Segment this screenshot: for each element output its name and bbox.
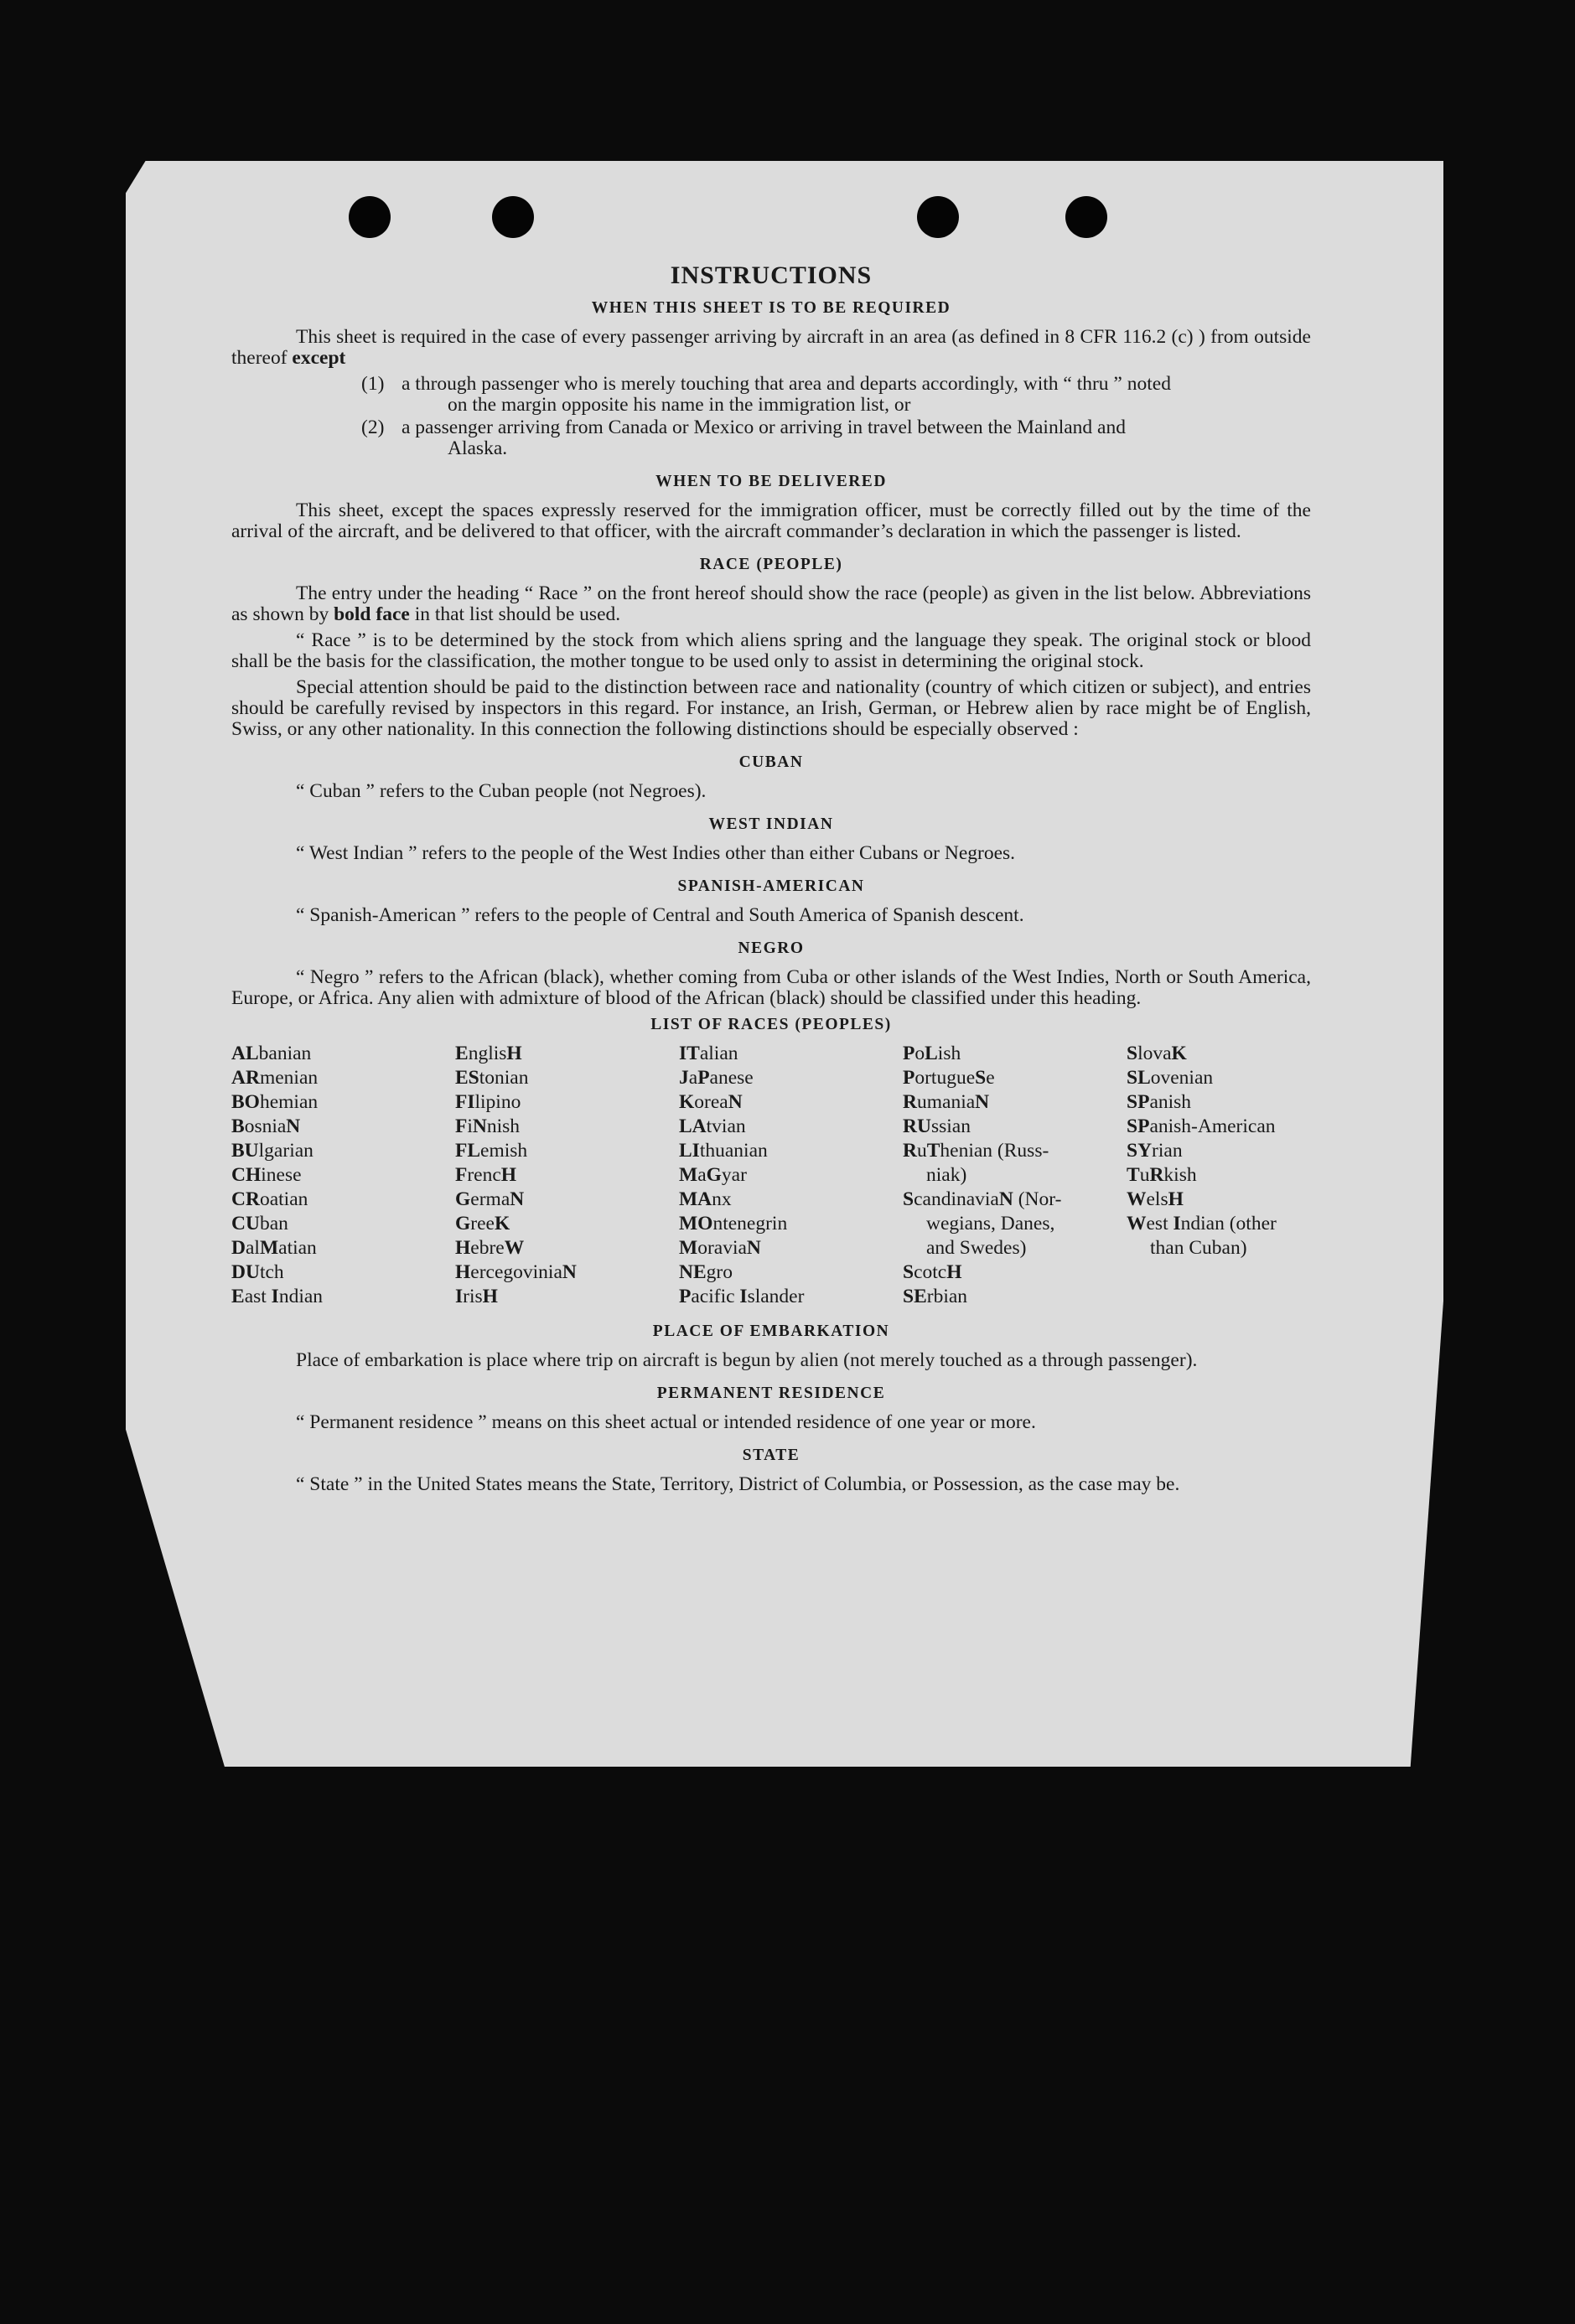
races-column (903, 1042, 1127, 1309)
race-entry: CUban (231, 1213, 288, 1234)
races-column (455, 1042, 679, 1309)
race-paragraph: Special attention should be paid to the distinction between race and nationality (country of which citizen or subject), and entries should be carefully revised by inspectors in this regard. For instance, an Irish, German, or Hebrew alien by race might be of English, Swiss, or any other nationality. In this connection the following distinctions should be especially observed : (231, 676, 1311, 740)
embarkation-paragraph: Place of embarkation is place where trip on aircraft is begun by alien (not merely touched as a through passenger). (296, 1349, 1198, 1371)
race-entry: GermaN (455, 1188, 525, 1210)
race-entry: JaPanese (679, 1067, 754, 1089)
race-entry: SPanish (1127, 1091, 1192, 1113)
race-entry: RumaniaN (903, 1091, 990, 1113)
race-entry: WelsH (1127, 1188, 1184, 1210)
section-heading-delivered: WHEN TO BE DELIVERED (655, 473, 887, 490)
section-heading-embarkation: PLACE OF EMBARKATION (652, 1322, 890, 1340)
instructions-content (231, 261, 1311, 1500)
race-entry: MoraviaN (679, 1237, 761, 1259)
race-entry: BosniaN (231, 1115, 301, 1137)
page-title: INSTRUCTIONS (670, 261, 873, 289)
section-heading-required: WHEN THIS SHEET IS TO BE REQUIRED (591, 299, 951, 317)
race-entry: RuThenian (Russ- (903, 1140, 1049, 1162)
except-item: (1) a through passenger who is merely touching that area and departs accordingly, with “ thru ” noted on the margin opposite his name in the immigration list, or (361, 373, 1171, 416)
race-entry: HebreW (455, 1237, 525, 1259)
section-heading-residence: PERMANENT RESIDENCE (656, 1385, 886, 1402)
race-entry: SErbian (903, 1286, 968, 1307)
races-column (679, 1042, 903, 1309)
race-entry: PortugueSe (903, 1067, 995, 1089)
race-paragraph: The entry under the heading “ Race ” on the front hereof should show the race (people) as given in the list below. Abbreviations as shown by bold face in that list should be used. (231, 582, 1311, 625)
state-paragraph: “ State ” in the United States means the State, Territory, District of Columbia, or Possession, as the case may be. (296, 1473, 1180, 1495)
race-entry: than Cuban) (1150, 1237, 1247, 1259)
races-list (231, 1042, 1311, 1309)
race-entry: LAtvian (679, 1115, 746, 1137)
race-entry: SYrian (1127, 1140, 1183, 1162)
race-entry: SlovaK (1127, 1043, 1187, 1064)
race-entry: SLovenian (1127, 1067, 1214, 1089)
race-entry: GreeK (455, 1213, 510, 1234)
race-entry: MaGyar (679, 1164, 747, 1186)
race-entry: SPanish-American (1127, 1115, 1276, 1137)
race-entry: niak) (926, 1164, 967, 1186)
races-column (1127, 1042, 1311, 1309)
race-entry: CHinese (231, 1164, 302, 1186)
binder-hole (1065, 196, 1107, 238)
binder-hole (349, 196, 391, 238)
delivered-paragraph: This sheet, except the spaces expressly reserved for the immigration officer, must be correctly filled out by the time of the arrival of the aircraft, and be delivered to that officer, with the aircraft commander’s declaration in which the passenger is listed. (231, 499, 1311, 542)
section-heading-spanish-american: SPANISH-AMERICAN (677, 877, 865, 895)
race-entry: NEgro (679, 1261, 733, 1283)
race-entry: PoLish (903, 1043, 961, 1064)
race-entry: IrisH (455, 1286, 498, 1307)
section-heading-race: RACE (PEOPLE) (699, 556, 843, 573)
race-entry: MOntenegrin (679, 1213, 788, 1234)
section-heading-cuban: CUBAN (738, 753, 804, 771)
race-entry: ARmenian (231, 1067, 319, 1089)
section-heading-list-of-races: LIST OF RACES (PEOPLES) (650, 1016, 892, 1033)
race-entry: FLemish (455, 1140, 528, 1162)
race-entry: BOhemian (231, 1091, 319, 1113)
race-entry: RUssian (903, 1115, 971, 1137)
race-entry: MAnx (679, 1188, 732, 1210)
section-heading-state: STATE (742, 1447, 800, 1464)
race-entry: West Indian (other (1127, 1213, 1277, 1234)
race-entry: EStonian (455, 1067, 529, 1089)
races-column (231, 1042, 455, 1309)
race-entry: FrencH (455, 1164, 517, 1186)
race-entry: BUlgarian (231, 1140, 313, 1162)
binder-hole (492, 196, 534, 238)
race-entry: KoreaN (679, 1091, 743, 1113)
binder-hole (917, 196, 959, 238)
race-entry: ScotcH (903, 1261, 962, 1283)
race-entry: CRoatian (231, 1188, 308, 1210)
race-entry: wegians, Danes, (926, 1213, 1055, 1234)
race-paragraph: “ Race ” is to be determined by the stock from which aliens spring and the language they speak. The original stock or blood shall be the basis for the classification, the mother tongue to be used only to assist in determining the original stock. (231, 629, 1311, 672)
west-indian-paragraph: “ West Indian ” refers to the people of the West Indies other than either Cubans or Negroes. (296, 842, 1016, 864)
race-entry: ALbanian (231, 1043, 312, 1064)
negro-paragraph: “ Negro ” refers to the African (black), whether coming from Cuba or other islands of the West Indies, North or South America, Europe, or Africa. Any alien with admixture of blood of the African (black) should be classified under this heading. (231, 966, 1311, 1009)
race-entry: ScandinaviaN (Nor- (903, 1188, 1062, 1210)
race-entry: HercegoviniaN (455, 1261, 577, 1283)
race-entry: Pacific Islander (679, 1286, 805, 1307)
race-entry: TuRkish (1127, 1164, 1197, 1186)
race-entry: ITalian (679, 1043, 738, 1064)
race-entry: DUtch (231, 1261, 284, 1283)
spanish-american-paragraph: “ Spanish-American ” refers to the people of Central and South America of Spanish descent. (296, 904, 1024, 926)
race-entry: FIlipino (455, 1091, 521, 1113)
required-paragraph: This sheet is required in the case of every passenger arriving by aircraft in an area (as defined in 8 CFR 116.2 (c) ) from outside thereof except (231, 326, 1311, 369)
race-entry: LIthuanian (679, 1140, 768, 1162)
residence-paragraph: “ Permanent residence ” means on this sheet actual or intended residence of one year or more. (296, 1411, 1036, 1433)
race-entry: East Indian (231, 1286, 324, 1307)
except-item: (2) a passenger arriving from Canada or Mexico or arriving in travel between the Mainland and Alaska. (361, 417, 1126, 459)
race-entry: FiNnish (455, 1115, 521, 1137)
race-entry: and Swedes) (926, 1237, 1027, 1259)
section-heading-west-indian: WEST INDIAN (708, 815, 834, 833)
cuban-paragraph: “ Cuban ” refers to the Cuban people (not Negroes). (296, 780, 707, 802)
race-entry: EnglisH (455, 1043, 522, 1064)
section-heading-negro: NEGRO (738, 939, 805, 957)
race-entry: DalMatian (231, 1237, 317, 1259)
